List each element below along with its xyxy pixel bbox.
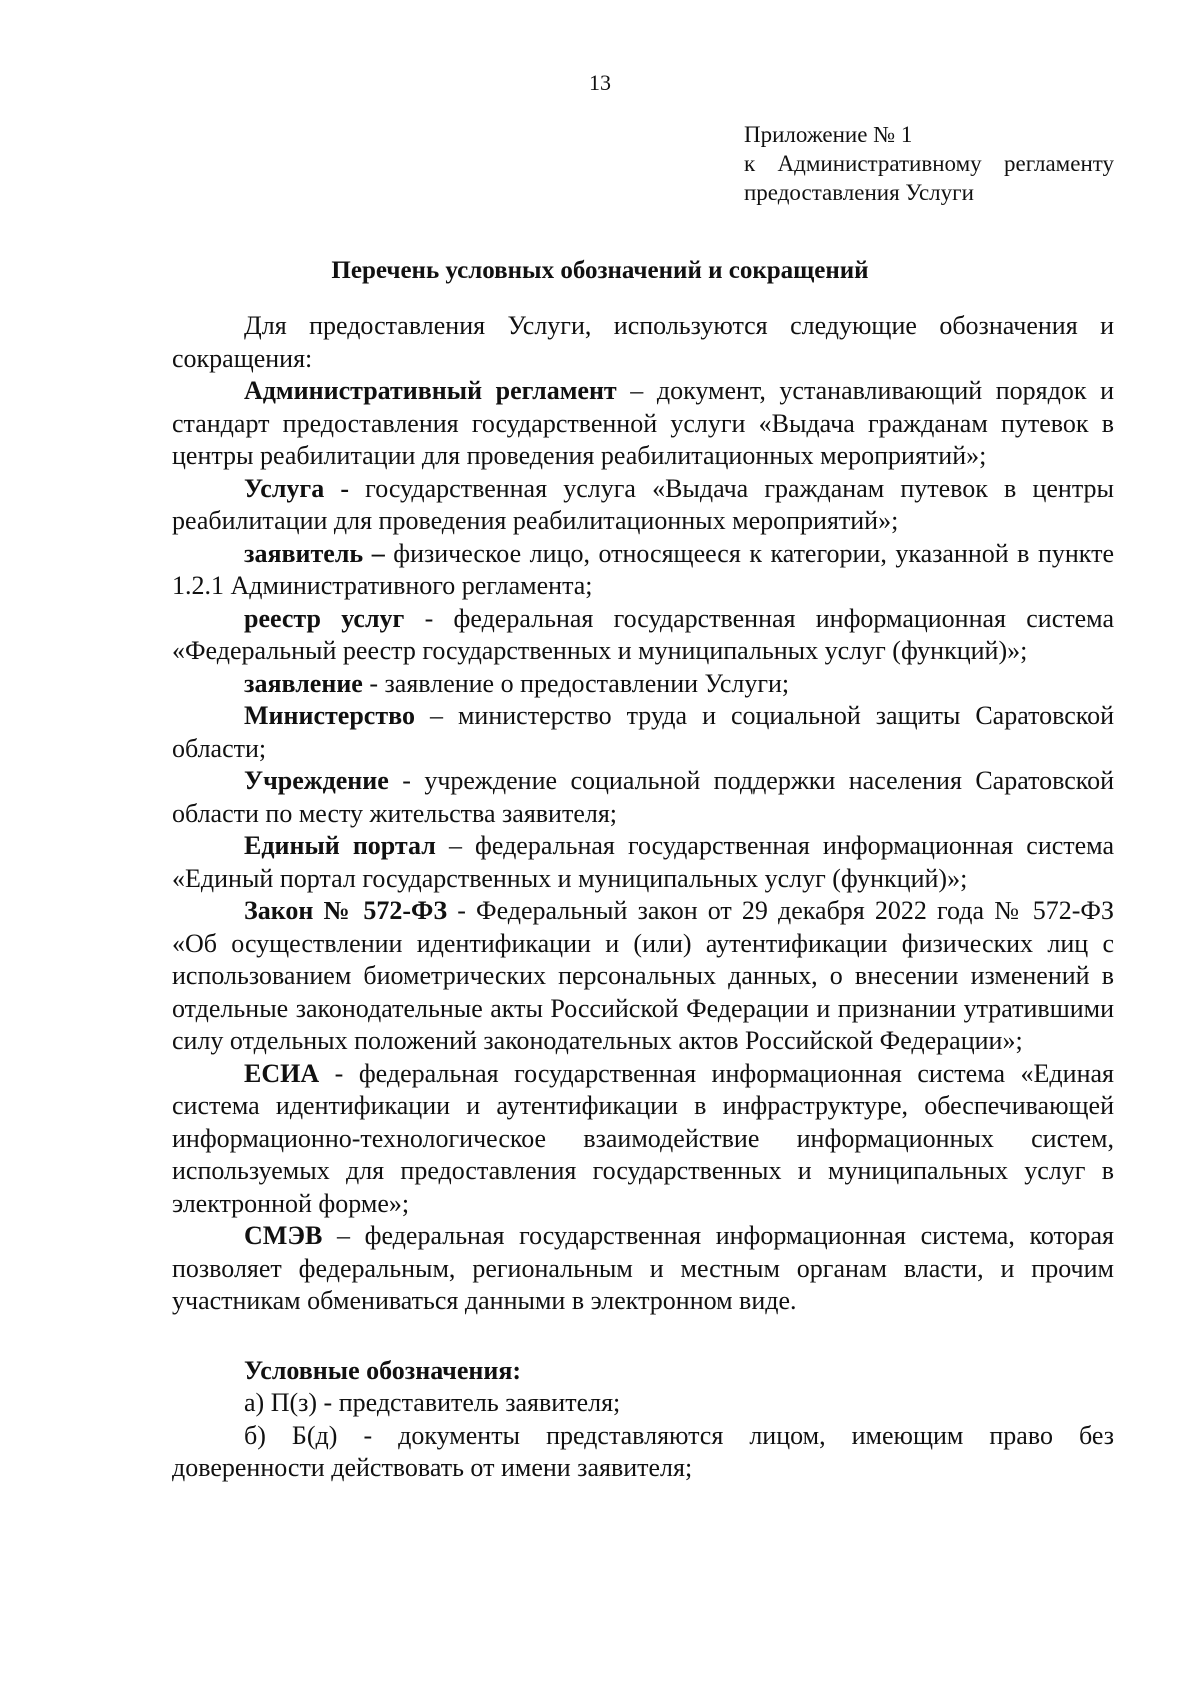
definition-text: государственная услуга «Выдача гражданам путевок в центры реабилитации для проведения реабилитационных мероприятий»; <box>172 473 1114 535</box>
definition-term: заявление <box>244 668 363 698</box>
definition-institution <box>172 765 1114 830</box>
definition-text: физическое лицо, относящееся к категории, указанной в пункте 1.2.1 Административного регламента; <box>172 538 1114 600</box>
definition-text: Федеральный закон от 29 декабря 2022 года № 572-ФЗ «Об осуществлении идентификации и (или) аутентификации физических лиц с использованием биометрических персональных данных, о внесении изменений в отдельные законодательные акты Российской Федерации и признании утратившими силу отдельных положений законодательных актов Российской Федерации»; <box>172 896 1114 1055</box>
definition-term: Единый портал <box>244 831 436 860</box>
legend-item: а) П(з) - представитель заявителя; <box>244 1388 621 1417</box>
definition-separator: - <box>319 1058 359 1088</box>
definition-separator: – <box>414 701 458 730</box>
definition-term: Услуга - <box>244 473 350 503</box>
document-body <box>172 310 1114 1485</box>
legend-heading: Условные обозначения: <box>244 1355 522 1385</box>
definition-separator <box>349 474 365 503</box>
definition-separator: - <box>388 766 425 795</box>
definition-administrative-regulation <box>172 375 1114 473</box>
appendix-number: Приложение № 1 <box>744 122 913 147</box>
definition-esia <box>172 1058 1114 1221</box>
definition-text: федеральная государственная информационная система «Единая система идентификации и аутентификации в инфраструктуре, обеспечивающей информационно-технологическое взаимодействие информационных систем, используемых для предоставления государственных и муниципальных услуг в электронной форме»; <box>172 1058 1114 1218</box>
definition-separator: – <box>435 831 476 860</box>
definition-smev <box>172 1220 1114 1318</box>
definition-separator: - <box>362 668 385 698</box>
definition-separator: – <box>616 376 657 405</box>
definition-law-572 <box>172 895 1114 1058</box>
definition-term: реестр услуг <box>244 603 405 633</box>
legend-item: б) Б(д) - документы представляются лицом, имеющим право без доверенности действовать от имени заявителя; <box>172 1420 1114 1482</box>
definition-text: федеральная государственная информационная система «Федеральный реестр государственных и муниципальных услуг (функций)»; <box>172 603 1114 665</box>
definition-separator <box>385 539 394 568</box>
definition-separator: - <box>447 896 477 925</box>
definition-service <box>172 473 1114 538</box>
definition-text: документ, устанавливающий порядок и стандарт предоставления государственной услуги «Выдача гражданам путевок в центры реабилитации для проведения реабилитационных мероприятий»; <box>172 376 1114 470</box>
appendix-subject: предоставления Услуги <box>744 180 974 205</box>
definition-text: заявление о предоставлении Услуги; <box>384 668 790 698</box>
definition-text: министерство труда и социальной защиты Саратовской области; <box>172 701 1114 763</box>
definition-term: Министерство <box>244 701 415 730</box>
intro-paragraph: Для предоставления Услуги, используются следующие обозначения и сокращения: <box>172 311 1114 373</box>
definition-term: СМЭВ <box>244 1221 323 1250</box>
definition-applicant <box>172 538 1114 603</box>
definition-term: ЕСИА <box>244 1058 320 1088</box>
definition-unified-portal <box>172 830 1114 895</box>
definition-text: федеральная государственная информационная система, которая позволяет федеральным, региональным и местным органам власти, и прочим участникам обмениваться данными в электронном виде. <box>172 1221 1114 1315</box>
definition-separator: – <box>322 1221 365 1250</box>
definition-ministry <box>172 700 1114 765</box>
definition-services-registry <box>172 603 1114 668</box>
appendix-header <box>744 120 1114 207</box>
definition-separator: - <box>404 603 454 633</box>
definition-text: учреждение социальной поддержки населения Саратовской области по месту жительства заявителя; <box>172 766 1114 828</box>
document-title: Перечень условных обозначений и сокращений <box>331 257 869 284</box>
definition-application <box>172 668 1114 701</box>
definition-term: Закон № 572-ФЗ <box>244 896 448 925</box>
definition-term: заявитель – <box>244 538 385 568</box>
page-number: 13 <box>589 70 611 95</box>
definition-term: Учреждение <box>244 766 389 795</box>
definition-text: федеральная государственная информационная система «Единый портал государственных и муниципальных услуг (функций)»; <box>172 831 1114 893</box>
appendix-reference: к Административному регламенту <box>744 151 1114 176</box>
definition-term: Административный регламент <box>244 376 617 405</box>
